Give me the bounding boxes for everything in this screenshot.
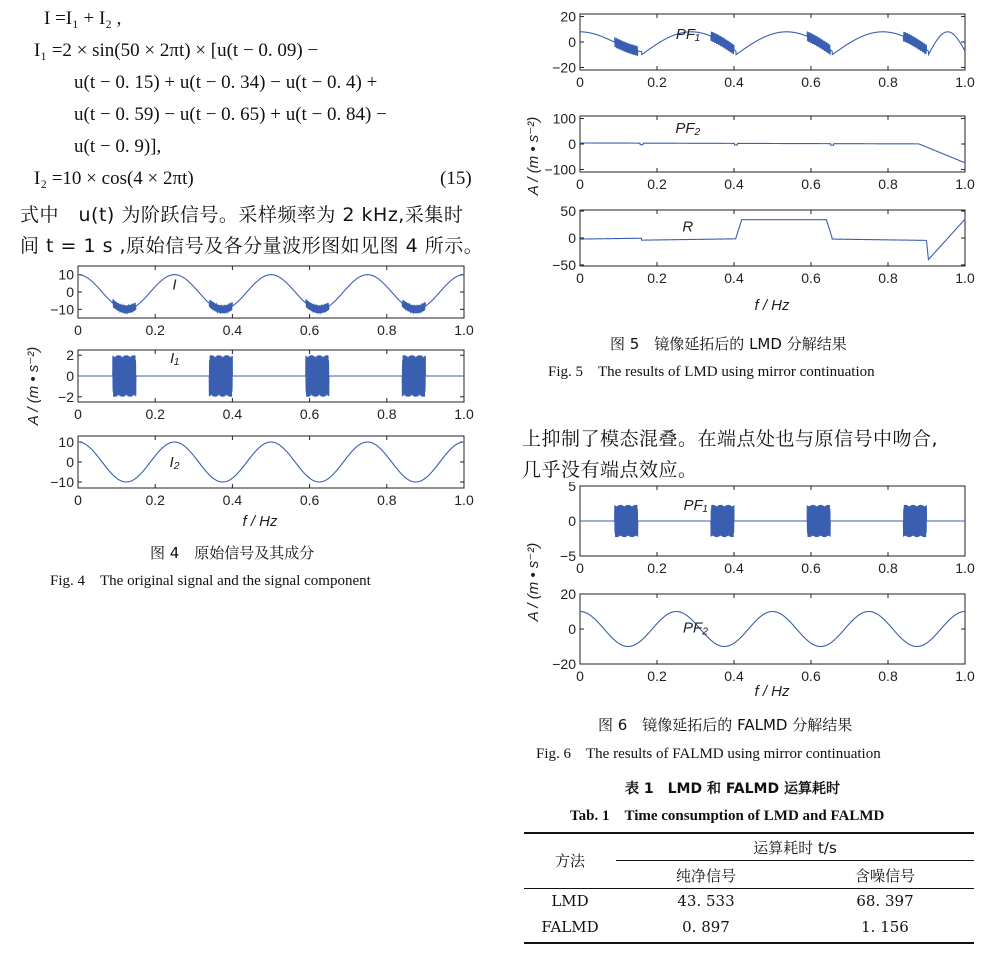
x-tick-label: 0.4 xyxy=(724,668,744,684)
x-tick-label: 0.2 xyxy=(647,270,667,286)
x-tick-label: 1.0 xyxy=(955,668,975,684)
x-axis-label: f / Hz xyxy=(754,683,790,700)
panel-frame xyxy=(580,594,965,664)
panel-label: I₁ xyxy=(170,350,179,367)
x-tick-label: 0.2 xyxy=(145,492,165,508)
table-1 xyxy=(524,832,974,944)
table-1-title-en: Tab. 1 Time consumption of LMD and FALMD xyxy=(570,808,885,824)
y-tick-label: 100 xyxy=(552,110,576,127)
y-tick-label: 10 xyxy=(58,266,74,283)
x-tick-label: 0.6 xyxy=(801,176,821,192)
x-tick-label: 0.8 xyxy=(878,560,898,576)
panel-frame xyxy=(78,436,464,488)
x-tick-label: 0.2 xyxy=(647,560,667,576)
figure-5 xyxy=(522,6,982,316)
x-tick-label: 0.6 xyxy=(299,406,320,422)
table-row xyxy=(524,918,974,942)
table-header-clean: 纯净信号 xyxy=(675,867,736,885)
x-tick-label: 0 xyxy=(576,270,584,286)
equation-line-6: I₂ =10 × cos(4 × 2πt) xyxy=(34,168,194,189)
y-tick-label: 0 xyxy=(568,136,576,152)
equation-line-2: I₁ =2 × sin(50 × 2πt) × [u(t − 0. 09) − xyxy=(34,40,319,61)
x-tick-label: 0.8 xyxy=(878,270,898,286)
x-tick-label: 0.8 xyxy=(377,492,397,508)
paragraph-line-2: 间 t = 1 s ,原始信号及各分量波形图如见图 4 所示。 xyxy=(20,235,484,257)
equation-line-5: u(t − 0. 9)], xyxy=(74,136,162,157)
x-axis-label: f / Hz xyxy=(754,297,790,314)
figure-6-caption-en: Fig. 6 The results of FALMD using mirror continuation xyxy=(536,746,881,762)
panel-label: PF₁ xyxy=(675,26,700,44)
x-tick-label: 1.0 xyxy=(955,176,975,192)
figure-6-caption-cn: 图 6 镜像延拓后的 FALMD 分解结果 xyxy=(598,716,853,734)
y-tick-label: 10 xyxy=(58,434,74,450)
x-tick-label: 0 xyxy=(74,492,82,508)
y-tick-label: 0 xyxy=(568,34,576,50)
x-tick-label: 1.0 xyxy=(454,406,474,422)
table-1-title-cn: 表 1 LMD 和 FALMD 运算耗时 xyxy=(625,781,840,797)
x-tick-label: 0.8 xyxy=(377,322,397,338)
x-tick-label: 0.6 xyxy=(801,668,821,684)
y-tick-label: 5 xyxy=(568,482,576,494)
y-tick-label: 0 xyxy=(568,230,576,246)
x-tick-label: 0.8 xyxy=(878,176,898,192)
figure-5-caption-cn: 图 5 镜像延拓后的 LMD 分解结果 xyxy=(610,335,847,353)
panel-frame xyxy=(78,266,464,318)
table-top-rule xyxy=(524,832,974,834)
x-tick-label: 0.2 xyxy=(145,406,165,422)
x-tick-label: 0.6 xyxy=(801,74,821,90)
x-tick-label: 0 xyxy=(576,176,584,192)
y-tick-label: 2 xyxy=(66,347,74,364)
table-cell-noisy: 1. 156 xyxy=(861,918,909,936)
figure-4 xyxy=(20,258,500,533)
x-tick-label: 0 xyxy=(576,560,584,576)
panel-label: PF₁ xyxy=(683,496,708,514)
panel-label: I₂ xyxy=(169,454,180,472)
figure-4-caption-en: Fig. 4 The original signal and the signal component xyxy=(50,573,371,589)
y-tick-label: 20 xyxy=(560,586,576,602)
x-tick-label: 0.2 xyxy=(647,74,667,90)
x-tick-label: 0.8 xyxy=(878,668,898,684)
x-tick-label: 0 xyxy=(576,668,584,684)
y-tick-label: −10 xyxy=(50,301,74,318)
x-tick-label: 0.6 xyxy=(299,492,320,508)
x-tick-label: 0 xyxy=(74,322,82,338)
x-tick-label: 0.6 xyxy=(801,560,821,576)
y-tick-label: −5 xyxy=(560,548,576,564)
x-tick-label: 0.6 xyxy=(299,322,320,338)
y-tick-label: 20 xyxy=(560,8,576,25)
panel-label: R xyxy=(682,218,694,236)
table-header-noisy: 含噪信号 xyxy=(854,867,915,885)
figure-4-caption-cn: 图 4 原始信号及其成分 xyxy=(150,544,315,562)
y-axis-label: A / (m • s⁻²) xyxy=(525,542,542,622)
y-tick-label: −20 xyxy=(552,656,576,672)
y-tick-label: 0 xyxy=(66,284,74,300)
equation-line-1: I =I₁ + I₂ , xyxy=(44,8,122,29)
table-row xyxy=(524,892,974,916)
y-axis-label: A / (m • s⁻²) xyxy=(525,116,542,196)
x-tick-label: 0.4 xyxy=(724,270,744,286)
y-tick-label: 0 xyxy=(66,368,74,384)
x-tick-label: 1.0 xyxy=(955,270,975,286)
x-tick-label: 1.0 xyxy=(454,322,474,338)
x-tick-label: 0.8 xyxy=(377,406,397,422)
y-tick-label: 0 xyxy=(568,513,576,529)
panel-label: PF₂ xyxy=(675,119,701,137)
paragraph-line-1: 式中 u(t) 为阶跃信号。采样频率为 2 kHz,采集时 xyxy=(20,204,464,226)
x-tick-label: 0 xyxy=(576,74,584,90)
y-tick-label: −100 xyxy=(544,161,576,178)
table-cell-clean: 43. 533 xyxy=(677,892,735,910)
x-tick-label: 0.4 xyxy=(724,176,744,192)
table-group-rule xyxy=(616,860,974,861)
x-axis-label: f / Hz xyxy=(242,513,278,530)
table-bottom-rule xyxy=(524,942,974,944)
figure-6 xyxy=(522,482,982,704)
x-tick-label: 0.2 xyxy=(647,668,667,684)
x-tick-label: 0.4 xyxy=(724,74,744,90)
table-header-rule xyxy=(524,888,974,889)
x-tick-label: 0.4 xyxy=(724,560,744,576)
x-tick-label: 0.4 xyxy=(222,406,243,422)
y-tick-label: 50 xyxy=(560,203,576,220)
x-tick-label: 0.6 xyxy=(801,270,821,286)
x-tick-label: 0.4 xyxy=(222,322,243,338)
x-tick-label: 0 xyxy=(74,406,82,422)
y-tick-label: 0 xyxy=(568,621,576,637)
equation-line-3: u(t − 0. 15) + u(t − 0. 34) − u(t − 0. 4) + xyxy=(74,72,378,93)
x-tick-label: 0.2 xyxy=(647,176,667,192)
right-paragraph-line-2: 几乎没有端点效应。 xyxy=(522,459,698,481)
y-axis-label: A / (m • s⁻²) xyxy=(25,346,42,426)
y-tick-label: −50 xyxy=(552,256,576,273)
y-tick-label: −2 xyxy=(58,388,74,405)
equation-number: (15) xyxy=(440,168,472,189)
table-cell-method: FALMD xyxy=(541,918,599,936)
equation-line-4: u(t − 0. 59) − u(t − 0. 65) + u(t − 0. 84) − xyxy=(74,104,387,125)
table-cell-noisy: 68. 397 xyxy=(856,892,914,910)
table-cell-method: LMD xyxy=(551,892,589,910)
x-tick-label: 1.0 xyxy=(955,74,975,90)
x-tick-label: 0.4 xyxy=(222,492,243,508)
x-tick-label: 0.8 xyxy=(878,74,898,90)
table-header-group: 运算耗时 t/s xyxy=(753,839,837,857)
right-paragraph-line-1: 上抑制了模态混叠。在端点处也与原信号中吻合, xyxy=(522,428,939,450)
x-tick-label: 0.2 xyxy=(145,322,165,338)
panel-label: PF₂ xyxy=(683,619,708,637)
y-tick-label: −10 xyxy=(50,474,74,490)
panel-label: I xyxy=(172,276,177,294)
x-tick-label: 1.0 xyxy=(955,560,975,576)
table-cell-clean: 0. 897 xyxy=(682,918,730,936)
x-tick-label: 1.0 xyxy=(454,492,474,508)
y-tick-label: 0 xyxy=(66,454,74,470)
y-tick-label: −20 xyxy=(552,59,576,76)
figure-5-caption-en: Fig. 5 The results of LMD using mirror continuation xyxy=(548,364,875,380)
table-header-method: 方法 xyxy=(554,852,585,870)
